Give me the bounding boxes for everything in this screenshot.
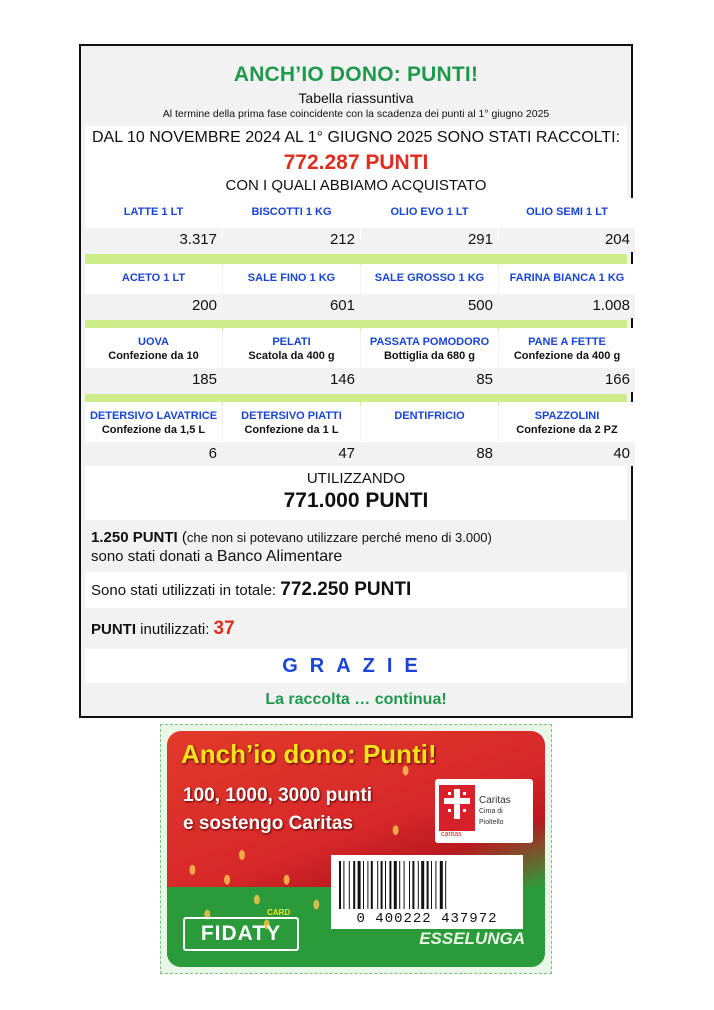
product-name: BISCOTTI 1 KG (251, 206, 332, 218)
product-name: SALE GROSSO 1 KG (374, 272, 485, 284)
product-name: FARINA BIANCA 1 KG (509, 272, 625, 284)
product-group (85, 264, 630, 318)
product-name-cell (499, 328, 635, 368)
product-detail: Confezione da 1,5 L (101, 424, 206, 436)
card-line-1: 100, 1000, 3000 punti (183, 785, 373, 806)
card-face (167, 731, 545, 967)
product-quantity: 204 (499, 228, 635, 252)
thanks-text: GRAZIE (85, 649, 627, 683)
product-quantity: 1.008 (499, 294, 635, 318)
fidaty-card-image (160, 724, 552, 974)
product-quantity: 185 (85, 368, 222, 392)
product-name: PELATI (272, 336, 311, 348)
product-name-cell (361, 402, 498, 442)
product-group (85, 328, 630, 392)
esselunga-logo: ESSELUNGA (419, 929, 525, 948)
barcode-bars (339, 861, 515, 909)
product-name: PASSATA POMODORO (369, 336, 490, 348)
total-label: Sono stati utilizzati in totale: (91, 582, 281, 599)
unused-value: 37 (213, 618, 235, 639)
product-group (85, 198, 630, 252)
purchased-intro: CON I QUALI ABBIAMO ACQUISTATO (225, 177, 487, 194)
product-detail: Scatola da 400 g (248, 350, 335, 362)
product-name: DETERSIVO LAVATRICE (89, 410, 218, 422)
fidaty-card-label: CARD (267, 908, 291, 917)
unused-block (85, 610, 627, 647)
header-note: Al termine della prima fase coincidente con la scadenza dei punti al 1° giugno 2025 (162, 108, 550, 120)
product-name: DENTIFRICIO (394, 410, 465, 422)
product-quantity: 47 (223, 442, 360, 466)
total-value: 772.250 PUNTI (280, 579, 412, 600)
product-name-cell (85, 328, 222, 368)
unused-label: inutilizzati: (136, 621, 214, 638)
barcode-number: 0 400222 437972 (356, 911, 498, 927)
product-quantity: 3.317 (85, 228, 222, 252)
total-block (85, 572, 627, 608)
caritas-sub2: Pioltello (479, 819, 504, 826)
product-name-cell (361, 264, 498, 294)
product-name-cell (499, 402, 635, 442)
product-name: SALE FINO 1 KG (247, 272, 336, 284)
footer-continua: La raccolta … continua! (85, 685, 627, 714)
product-name: OLIO EVO 1 LT (390, 206, 469, 218)
donation-paren: ( (177, 529, 187, 546)
product-quantity: 166 (499, 368, 635, 392)
product-name: UOVA (138, 336, 169, 348)
donation-recipient: Banco Alimentare (216, 548, 343, 565)
product-name-cell (499, 198, 635, 228)
product-name-cell (85, 198, 222, 228)
product-quantity: 85 (361, 368, 498, 392)
caritas-logo (435, 779, 533, 843)
product-name-cell (85, 402, 222, 442)
product-quantity: 88 (361, 442, 498, 466)
usage-points: 771.000 PUNTI (283, 489, 429, 512)
product-quantity: 601 (223, 294, 360, 318)
product-detail: Confezione da 1 L (244, 424, 339, 436)
product-detail: Confezione da 400 g (513, 350, 621, 362)
product-name: OLIO SEMI 1 LT (526, 206, 608, 218)
donation-reason: che non si potevano utilizzare perché meno di 3.000) (186, 530, 492, 545)
product-name-cell (223, 264, 360, 294)
barcode (331, 855, 523, 929)
caritas-name: Caritas (479, 795, 511, 806)
product-name: DETERSIVO PIATTI (241, 410, 342, 422)
product-detail: Bottiglia da 680 g (383, 350, 476, 362)
collected-points: 772.287 PUNTI (283, 151, 429, 174)
product-quantity: 291 (361, 228, 498, 252)
product-name: SPAZZOLINI (534, 410, 600, 422)
product-quantity: 40 (499, 442, 635, 466)
product-name: ACETO 1 LT (121, 272, 186, 284)
donation-block (85, 522, 627, 570)
caritas-label (479, 795, 511, 828)
product-name: LATTE 1 LT (123, 206, 184, 218)
product-detail: Confezione da 2 PZ (516, 424, 618, 436)
card-line-2: e sostengo Caritas (183, 813, 353, 834)
card-title: Anch’io dono: Punti! (181, 739, 437, 769)
donated-points: 1.250 PUNTI (91, 529, 178, 546)
product-quantity: 212 (223, 228, 360, 252)
product-detail: Confezione da 10 (108, 350, 199, 362)
product-quantity: 500 (361, 294, 498, 318)
product-group (85, 402, 630, 466)
product-name-cell (85, 264, 222, 294)
usage-label: UTILIZZANDO (306, 470, 406, 487)
product-name-cell (223, 402, 360, 442)
caritas-cross-icon (439, 785, 475, 831)
product-name-cell (223, 328, 360, 368)
unused-label-bold: PUNTI (91, 621, 136, 638)
page-subtitle: Tabella riassuntiva (298, 90, 414, 106)
product-name-cell (361, 198, 498, 228)
summary-table (79, 44, 633, 718)
product-quantity: 146 (223, 368, 360, 392)
caritas-small-label: caritas (441, 831, 462, 838)
product-quantity: 200 (85, 294, 222, 318)
page-title: ANCH’IO DONO: PUNTI! (233, 63, 479, 86)
fidaty-logo: FIDATY (183, 917, 299, 951)
product-name: PANE A FETTE (528, 336, 606, 348)
collection-period: DAL 10 NOVEMBRE 2024 AL 1° GIUGNO 2025 SONO STATI RACCOLTI: (91, 129, 621, 146)
product-name-cell (223, 198, 360, 228)
donation-line2: sono stati donati a (91, 548, 217, 565)
usage-block (85, 466, 627, 520)
product-name-cell (361, 328, 498, 368)
product-name-cell (499, 264, 635, 294)
caritas-sub1: Cima di (479, 808, 503, 815)
product-quantity: 6 (85, 442, 222, 466)
